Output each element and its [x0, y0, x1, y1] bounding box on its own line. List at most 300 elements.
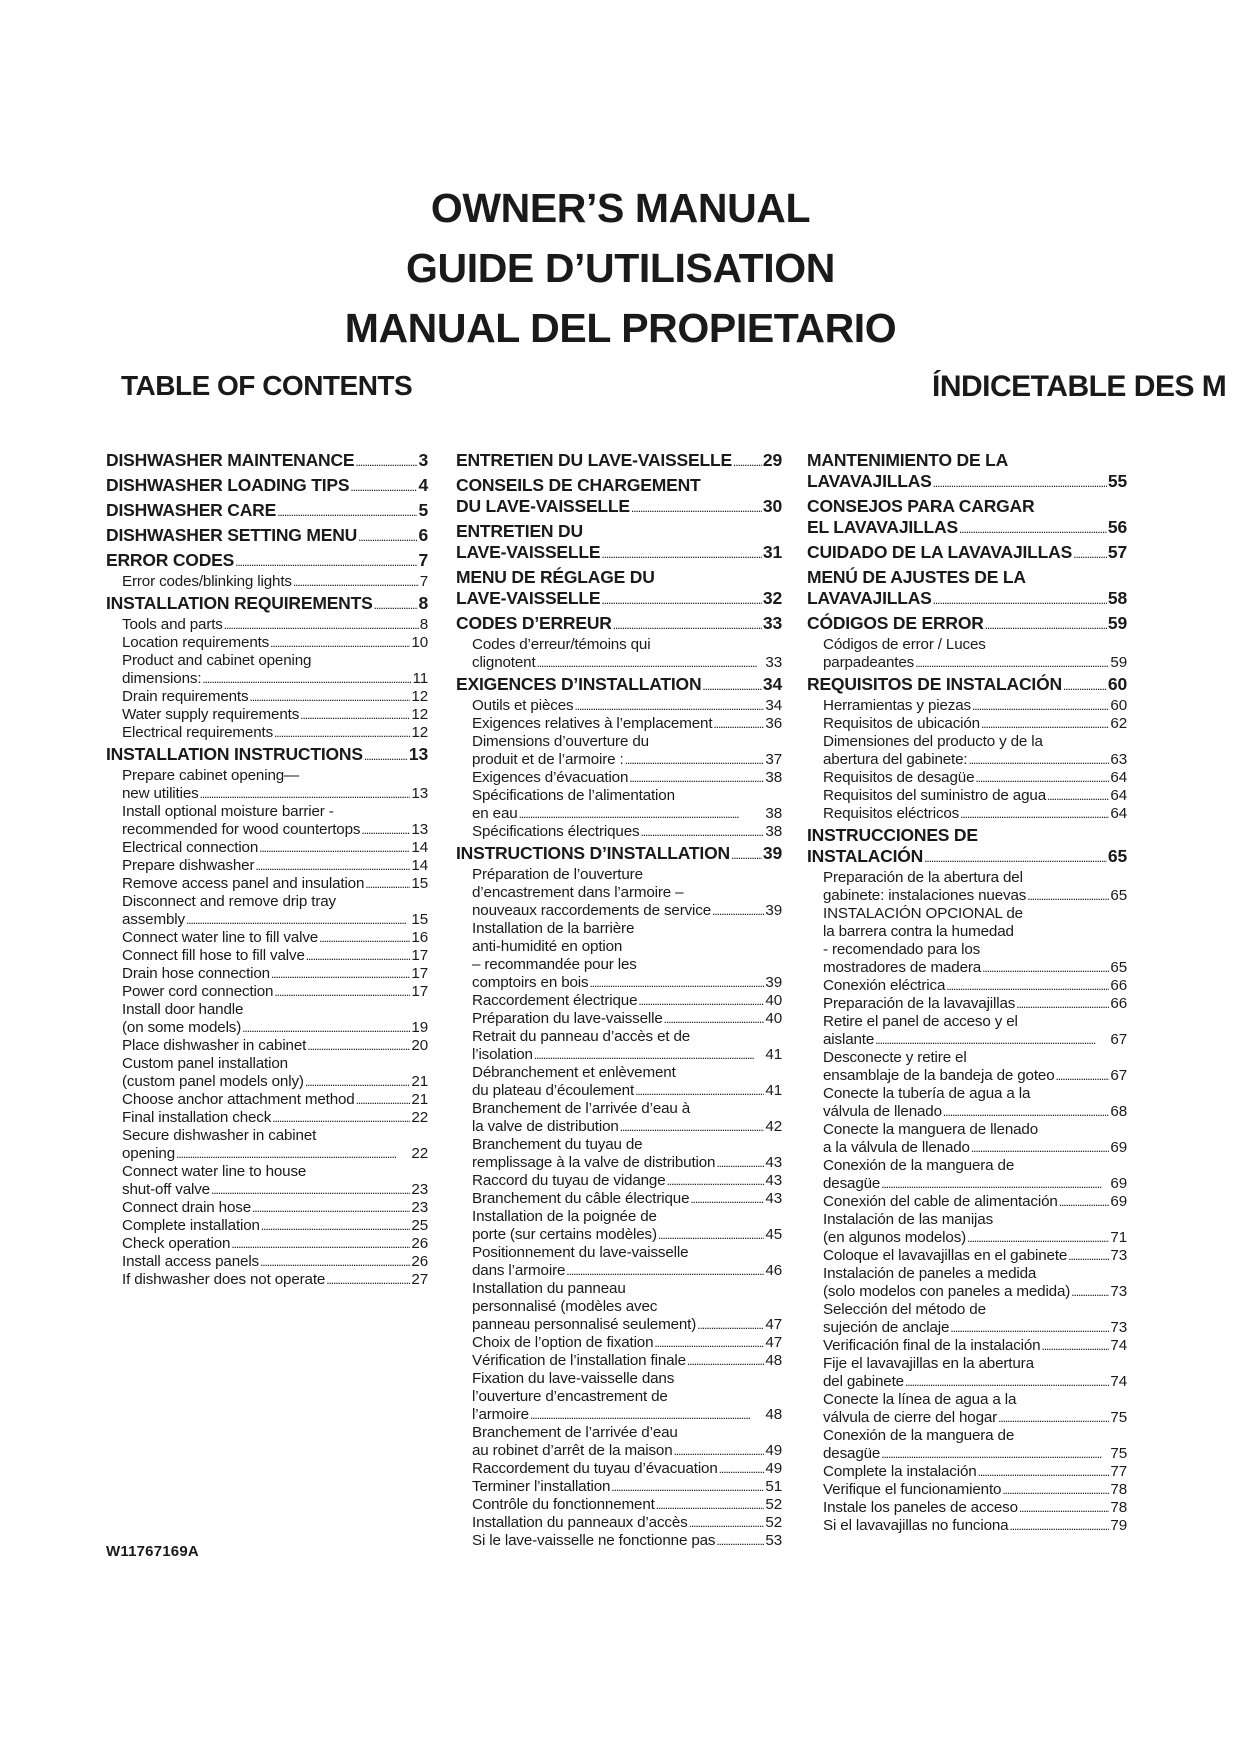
- toc-entry: [456, 1100, 782, 1136]
- toc-entry: [106, 724, 428, 742]
- toc-entry: [807, 825, 1127, 869]
- dot-leader: [656, 1496, 765, 1514]
- dot-leader: [981, 715, 1109, 733]
- toc-entry: [456, 697, 782, 715]
- toc-page-number: 64: [1110, 769, 1127, 786]
- dot-leader: [1019, 1499, 1110, 1517]
- toc-entry-label: (on some models): [122, 1019, 242, 1036]
- toc-entry-label: REQUISITOS DE INSTALACIÓN: [807, 674, 1062, 694]
- toc-entry: [807, 787, 1127, 805]
- toc-entry: [106, 947, 428, 965]
- toc-entry-label: ENTRETIEN DU: [456, 521, 583, 541]
- toc-entry-label: DISHWASHER LOADING TIPS: [106, 475, 350, 495]
- toc-entry-label: Install access panels: [122, 1253, 259, 1270]
- dot-leader: [574, 697, 764, 715]
- toc-entry-label: Drain requirements: [122, 688, 249, 705]
- toc-page-number: 73: [1110, 1283, 1127, 1300]
- toc-entry: [807, 1265, 1127, 1301]
- toc-page-number: 73: [1110, 1247, 1127, 1264]
- dot-leader: [235, 550, 417, 573]
- toc-page-number: 39: [762, 843, 782, 863]
- dot-leader: [960, 805, 1109, 823]
- toc-entry-label: Requisitos de desagüe: [823, 769, 975, 786]
- toc-entry-label: aislante: [823, 1031, 875, 1048]
- toc-page-number: 6: [418, 525, 428, 545]
- dot-leader: [305, 1073, 411, 1091]
- toc-page-number: 22: [411, 1109, 428, 1126]
- toc-entry: [106, 652, 428, 688]
- toc-entry-label: LAVE-VAISSELLE: [456, 588, 601, 608]
- toc-entry-label: mostradores de madera: [823, 959, 982, 976]
- toc-entry-label: (solo modelos con paneles a medida): [823, 1283, 1071, 1300]
- toc-entry-label: Complete installation: [122, 1217, 260, 1234]
- manual-titles: [0, 178, 1241, 358]
- toc-entry: [106, 1127, 428, 1163]
- dot-leader: [1073, 542, 1107, 565]
- toc-entry-label: Secure dishwasher in cabinet: [122, 1127, 317, 1144]
- title-french: GUIDE D’UTILISATION: [406, 245, 835, 291]
- toc-entry-label: CÓDIGOS DE ERROR: [807, 613, 984, 633]
- toc-entry: [106, 1199, 428, 1217]
- toc-page-number: 60: [1110, 697, 1127, 714]
- toc-entry-label: Dimensiones del producto y de la: [823, 733, 1043, 750]
- toc-entry-label: INSTRUCTIONS D’INSTALLATION: [456, 843, 730, 863]
- toc-page-number: 74: [1110, 1337, 1127, 1354]
- toc-entry-label: Préparation de l’ouverture: [472, 866, 643, 883]
- toc-entry-label: Electrical requirements: [122, 724, 274, 741]
- toc-entry: [106, 929, 428, 947]
- toc-entry: [807, 715, 1127, 733]
- dot-leader: [249, 688, 410, 706]
- dot-leader: [1071, 1283, 1109, 1301]
- toc-entry-label: au robinet d’arrêt de la maison: [472, 1442, 673, 1459]
- dot-leader: [972, 697, 1109, 715]
- toc-entry: [456, 674, 782, 697]
- toc-page-number: 66: [1110, 977, 1127, 994]
- toc-entry-label: Install door handle: [122, 1001, 244, 1018]
- toc-entry-label: d’encastrement dans l’armoire –: [472, 884, 684, 901]
- dot-leader: [702, 674, 762, 697]
- dot-leader: [971, 1139, 1110, 1157]
- toc-entry-label: del gabinete: [823, 1373, 904, 1390]
- toc-entry: [106, 965, 428, 983]
- toc-entry-label: personnalisé (modèles avec: [472, 1298, 658, 1315]
- toc-page-number: 14: [411, 839, 428, 856]
- toc-column-english: [106, 448, 428, 1289]
- toc-page-number: 17: [411, 947, 428, 964]
- toc-entry: [807, 450, 1127, 494]
- toc-entry-label: dans l’armoire: [472, 1262, 566, 1279]
- dot-leader: [519, 805, 765, 823]
- dot-leader: [629, 769, 764, 787]
- toc-page-number: 39: [765, 974, 782, 991]
- toc-entry: [106, 1253, 428, 1271]
- toc-entry-label: Conexión del cable de alimentación: [823, 1193, 1058, 1210]
- toc-entry-label: Préparation du lave-vaisselle: [472, 1010, 663, 1027]
- toc-entry: [807, 1211, 1127, 1247]
- toc-page-number: 37: [765, 751, 782, 768]
- toc-page-number: 49: [765, 1460, 782, 1477]
- toc-page-number: 43: [765, 1190, 782, 1207]
- toc-page-number: 46: [765, 1262, 782, 1279]
- dot-leader: [1027, 887, 1109, 905]
- toc-entry: [807, 613, 1127, 636]
- dot-leader: [946, 977, 1109, 995]
- toc-entry-label: INSTALLATION REQUIREMENTS: [106, 593, 373, 613]
- toc-entry-label: Water supply requirements: [122, 706, 300, 723]
- toc-entry-label: Conecte la línea de agua a la: [823, 1391, 1017, 1408]
- toc-entry-label: - recomendado para los: [823, 941, 981, 958]
- toc-entry-label: nouveaux raccordements de service: [472, 902, 712, 919]
- toc-page-number: 34: [765, 697, 782, 714]
- toc-entry-label: Conexión eléctrica: [823, 977, 946, 994]
- toc-entry-label: gabinete: instalaciones nuevas: [823, 887, 1027, 904]
- toc-page-number: 33: [765, 654, 782, 671]
- toc-page-number: 41: [765, 1082, 782, 1099]
- toc-entry: [807, 1157, 1127, 1193]
- toc-entry: [106, 616, 428, 634]
- toc-page-number: 33: [762, 613, 782, 633]
- dot-leader: [319, 929, 410, 947]
- toc-entry-label: Positionnement du lave-vaisselle: [472, 1244, 689, 1261]
- toc-entry-label: INSTALLATION INSTRUCTIONS: [106, 744, 363, 764]
- toc-page-number: 66: [1110, 995, 1127, 1012]
- toc-page-number: 12: [411, 724, 428, 741]
- toc-entry: [456, 866, 782, 920]
- toc-page-number: 65: [1110, 959, 1127, 976]
- toc-entry-label: MENÚ DE AJUSTES DE LA: [807, 567, 1026, 587]
- toc-entry-label: Dimensions d’ouverture du: [472, 733, 649, 750]
- toc-entry-label: Requisitos de ubicación: [823, 715, 980, 732]
- toc-entry-label: Tools and parts: [122, 616, 223, 633]
- dot-leader: [260, 1253, 410, 1271]
- toc-page-number: 23: [411, 1199, 428, 1216]
- dot-leader: [350, 475, 417, 498]
- toc-page-number: 11: [412, 670, 428, 687]
- toc-page-number: 23: [411, 1181, 428, 1198]
- toc-entry-label: parpadeantes: [823, 654, 915, 671]
- toc-page-number: 38: [765, 805, 782, 822]
- toc-entry-label: Disconnect and remove drip tray: [122, 893, 336, 910]
- toc-entry: [456, 1172, 782, 1190]
- toc-page-number: 52: [765, 1496, 782, 1513]
- toc-entry: [456, 1280, 782, 1334]
- dot-leader: [259, 839, 410, 857]
- toc-entry: [106, 767, 428, 803]
- dot-leader: [176, 1145, 410, 1163]
- toc-entry: [106, 475, 428, 498]
- toc-entry-label: Verifique el funcionamiento: [823, 1481, 1002, 1498]
- toc-entry: [456, 992, 782, 1010]
- toc-entry: [106, 450, 428, 473]
- toc-entry: [807, 674, 1127, 697]
- toc-entry-label: Raccordement électrique: [472, 992, 638, 1009]
- toc-page-number: 67: [1110, 1067, 1127, 1084]
- toc-entry-label: Place dishwasher in cabinet: [122, 1037, 307, 1054]
- toc-page-number: 45: [765, 1226, 782, 1243]
- toc-page-number: 57: [1107, 542, 1127, 562]
- toc-entry-label: desagüe: [823, 1445, 881, 1462]
- toc-entry: [106, 634, 428, 652]
- toc-entry-label: Branchement de l’arrivée d’eau à: [472, 1100, 691, 1117]
- toc-page-number: 63: [1110, 751, 1127, 768]
- toc-entry-label: If dishwasher does not operate: [122, 1271, 326, 1288]
- dot-leader: [982, 959, 1109, 977]
- toc-page-number: 26: [411, 1253, 428, 1270]
- toc-entry-label: válvula de cierre del hogar: [823, 1409, 998, 1426]
- toc-page-number: 21: [411, 1073, 428, 1090]
- toc-page-number: 40: [765, 1010, 782, 1027]
- dot-leader: [530, 1406, 765, 1424]
- toc-entry-label: Coloque el lavavajillas en el gabinete: [823, 1247, 1068, 1264]
- dot-leader: [274, 983, 410, 1001]
- dot-leader: [601, 588, 762, 611]
- dot-leader: [224, 616, 419, 634]
- dot-leader: [1059, 1193, 1110, 1211]
- toc-page-number: 12: [411, 706, 428, 723]
- dot-leader: [620, 1118, 765, 1136]
- toc-entry-label: Conexión de la manguera de: [823, 1157, 1015, 1174]
- toc-entry-label: válvula de llenado: [823, 1103, 942, 1120]
- toc-entry-label: Herramientas y piezas: [823, 697, 971, 714]
- toc-entry: [807, 636, 1127, 672]
- toc-entry-label: DU LAVE-VAISSELLE: [456, 496, 630, 516]
- toc-entry-label: Branchement du tuyau de: [472, 1136, 643, 1153]
- dot-leader: [307, 1037, 410, 1055]
- toc-entry-label: Location requirements: [122, 634, 270, 651]
- toc-page-number: 13: [411, 821, 428, 838]
- toc-entry-label: Installation de la barrière: [472, 920, 635, 937]
- dot-leader: [998, 1409, 1109, 1427]
- toc-entry: [807, 697, 1127, 715]
- toc-page-number: 69: [1110, 1193, 1127, 1210]
- toc-page-number: 59: [1107, 613, 1127, 633]
- toc-entry-label: la valve de distribution: [472, 1118, 619, 1135]
- toc-entry-label: Remove access panel and insulation: [122, 875, 365, 892]
- toc-entry-label: sujeción de anclaje: [823, 1319, 950, 1336]
- dot-leader: [733, 450, 762, 473]
- toc-entry: [106, 1217, 428, 1235]
- dot-leader: [967, 1229, 1109, 1247]
- dot-leader: [667, 1172, 765, 1190]
- toc-entry: [106, 1001, 428, 1037]
- document-number: W11767169A: [106, 1543, 199, 1560]
- toc-entry: [807, 1193, 1127, 1211]
- dot-leader: [211, 1181, 410, 1199]
- toc-entry: [807, 977, 1127, 995]
- toc-entry: [106, 893, 428, 929]
- toc-entry-label: Fixation du lave-vaisselle dans: [472, 1370, 675, 1387]
- toc-page-number: 38: [765, 823, 782, 840]
- toc-entry: [456, 1496, 782, 1514]
- dot-leader: [654, 1334, 764, 1352]
- toc-entry: [456, 733, 782, 769]
- toc-page-number: 56: [1107, 517, 1127, 537]
- toc-entry-label: Verificación final de la instalación: [823, 1337, 1041, 1354]
- toc-entry: [106, 803, 428, 839]
- dot-leader: [364, 744, 408, 767]
- toc-page-number: 15: [411, 875, 428, 892]
- toc-entry: [807, 1517, 1127, 1535]
- toc-page-number: 13: [411, 785, 428, 802]
- toc-entry-label: Instalación de las manijas: [823, 1211, 994, 1228]
- toc-entry: [456, 1532, 782, 1550]
- toc-entry-label: Conecte la manguera de llenado: [823, 1121, 1039, 1138]
- toc-entry: [807, 1463, 1127, 1481]
- toc-page-number: 20: [411, 1037, 428, 1054]
- toc-entry: [456, 787, 782, 823]
- toc-page-number: 7: [419, 573, 428, 590]
- toc-page-number: 43: [765, 1154, 782, 1171]
- dot-leader: [611, 1478, 764, 1496]
- dot-leader: [272, 1109, 410, 1127]
- toc-entry-label: Installation du panneau: [472, 1280, 626, 1297]
- toc-entry: [106, 839, 428, 857]
- dot-leader: [601, 542, 762, 565]
- toc-entry: [456, 636, 782, 672]
- dot-leader: [274, 724, 410, 742]
- dot-leader: [1068, 1247, 1109, 1265]
- toc-page-number: 62: [1110, 715, 1127, 732]
- dot-leader: [712, 902, 764, 920]
- toc-entry-label: Error codes/blinking lights: [122, 573, 292, 590]
- toc-entry-label: Exigences relatives à l’emplacement: [472, 715, 713, 732]
- toc-entry: [106, 744, 428, 767]
- toc-entry-label: CUIDADO DE LA LAVAVAJILLAS: [807, 542, 1073, 562]
- dot-leader: [537, 654, 765, 672]
- toc-entry: [106, 1091, 428, 1109]
- toc-entry-label: Requisitos eléctricos: [823, 805, 960, 822]
- toc-entry: [106, 857, 428, 875]
- toc-page-number: 64: [1110, 805, 1127, 822]
- toc-entry-label: l’ouverture d’encastrement de: [472, 1388, 668, 1405]
- dot-leader: [356, 1091, 411, 1109]
- toc-page-number: 19: [411, 1019, 428, 1036]
- toc-entry: [456, 920, 782, 992]
- toc-entry-label: du plateau d’écoulement: [472, 1082, 635, 1099]
- toc-page-number: 34: [762, 674, 782, 694]
- toc-page-number: 69: [1110, 1139, 1127, 1156]
- toc-entry-label: dimensions:: [122, 670, 202, 687]
- dot-leader: [1041, 1337, 1109, 1355]
- toc-page-number: 41: [765, 1046, 782, 1063]
- dot-leader: [358, 525, 417, 548]
- toc-entry: [106, 500, 428, 523]
- dot-leader: [933, 588, 1107, 611]
- toc-entry: [807, 1355, 1127, 1391]
- toc-entry-label: Contrôle du fonctionnement: [472, 1496, 655, 1513]
- toc-entry-label: CONSEJOS PARA CARGAR: [807, 496, 1035, 516]
- toc-entry: [807, 1481, 1127, 1499]
- dot-leader: [613, 613, 762, 636]
- toc-page-number: 21: [411, 1091, 428, 1108]
- toc-entry: [106, 573, 428, 591]
- dot-leader: [1047, 787, 1109, 805]
- toc-page-number: 8: [418, 593, 428, 613]
- dot-leader: [231, 1235, 410, 1253]
- toc-page-number: 52: [765, 1514, 782, 1531]
- toc-entry-label: Choose anchor attachment method: [122, 1091, 355, 1108]
- toc-page-number: 78: [1110, 1499, 1127, 1516]
- toc-entry-label: – recommandée pour les: [472, 956, 637, 973]
- toc-entry: [456, 1190, 782, 1208]
- toc-entry-label: Custom panel installation: [122, 1055, 288, 1072]
- dot-leader: [361, 821, 410, 839]
- dot-leader: [625, 751, 765, 769]
- dot-leader: [959, 517, 1107, 540]
- dot-leader: [881, 1175, 1109, 1193]
- toc-entry: [807, 805, 1127, 823]
- toc-page-number: 51: [765, 1478, 782, 1495]
- toc-entry: [807, 1049, 1127, 1085]
- toc-entry-label: Prepare cabinet opening—: [122, 767, 300, 784]
- toc-entry-label: Connect water line to house: [122, 1163, 307, 1180]
- toc-entry: [456, 1478, 782, 1496]
- toc-entry-label: Connect fill hose to fill valve: [122, 947, 305, 964]
- toc-entry-label: Instale los paneles de acceso: [823, 1499, 1018, 1516]
- dot-leader: [674, 1442, 765, 1460]
- dot-leader: [1016, 995, 1109, 1013]
- toc-heading-english: TABLE OF CONTENTS: [121, 370, 413, 401]
- toc-entry-label: Spécifications électriques: [472, 823, 640, 840]
- toc-page-number: 14: [411, 857, 428, 874]
- dot-leader: [252, 1199, 410, 1217]
- toc-entry-label: panneau personnalisé seulement): [472, 1316, 697, 1333]
- dot-leader: [589, 974, 764, 992]
- dot-leader: [713, 715, 764, 733]
- toc-entry: [456, 475, 782, 519]
- dot-leader: [635, 1082, 764, 1100]
- dot-leader: [306, 947, 411, 965]
- toc-entry: [106, 983, 428, 1001]
- dot-leader: [985, 613, 1107, 636]
- toc-entry-label: Desconecte y retire el: [823, 1049, 967, 1066]
- toc-entry: [106, 1109, 428, 1127]
- toc-entry: [106, 875, 428, 893]
- toc-page-number: 71: [1110, 1229, 1127, 1246]
- toc-entry-label: ENTRETIEN DU LAVE-VAISSELLE: [456, 450, 732, 470]
- toc-page-number: 47: [765, 1316, 782, 1333]
- toc-entry-label: Outils et pièces: [472, 697, 574, 714]
- toc-entry-label: Power cord connection: [122, 983, 274, 1000]
- toc-column-french: [456, 448, 782, 1550]
- dot-leader: [716, 1532, 764, 1550]
- toc-entry-label: Install optional moisture barrier -: [122, 803, 334, 820]
- toc-entry-label: porte (sur certains modèles): [472, 1226, 657, 1243]
- toc-entry-label: la barrera contra la humedad: [823, 923, 1014, 940]
- toc-page-number: 29: [762, 450, 782, 470]
- toc-entry: [456, 1244, 782, 1280]
- toc-entry-label: Débranchement et enlèvement: [472, 1064, 676, 1081]
- toc-page-number: 69: [1110, 1175, 1127, 1192]
- toc-entry: [807, 567, 1127, 611]
- dot-leader: [326, 1271, 410, 1289]
- toc-entry-label: MANTENIMIENTO DE LA: [807, 450, 1009, 470]
- toc-entry-label: abertura del gabinete:: [823, 751, 968, 768]
- toc-entry: [807, 1301, 1127, 1337]
- title-spanish: MANUAL DEL PROPIETARIO: [344, 305, 897, 351]
- toc-entry-label: Requisitos del suministro de agua: [823, 787, 1046, 804]
- toc-entry: [456, 450, 782, 473]
- toc-entry-label: Electrical connection: [122, 839, 259, 856]
- toc-entry-label: Raccord du tuyau de vidange: [472, 1172, 666, 1189]
- toc-entry: [456, 823, 782, 841]
- toc-entry-label: ERROR CODES: [106, 550, 235, 570]
- toc-entry: [106, 1037, 428, 1055]
- toc-entry-label: l’armoire: [472, 1406, 529, 1423]
- toc-page-number: 78: [1110, 1481, 1127, 1498]
- dot-leader: [978, 1463, 1110, 1481]
